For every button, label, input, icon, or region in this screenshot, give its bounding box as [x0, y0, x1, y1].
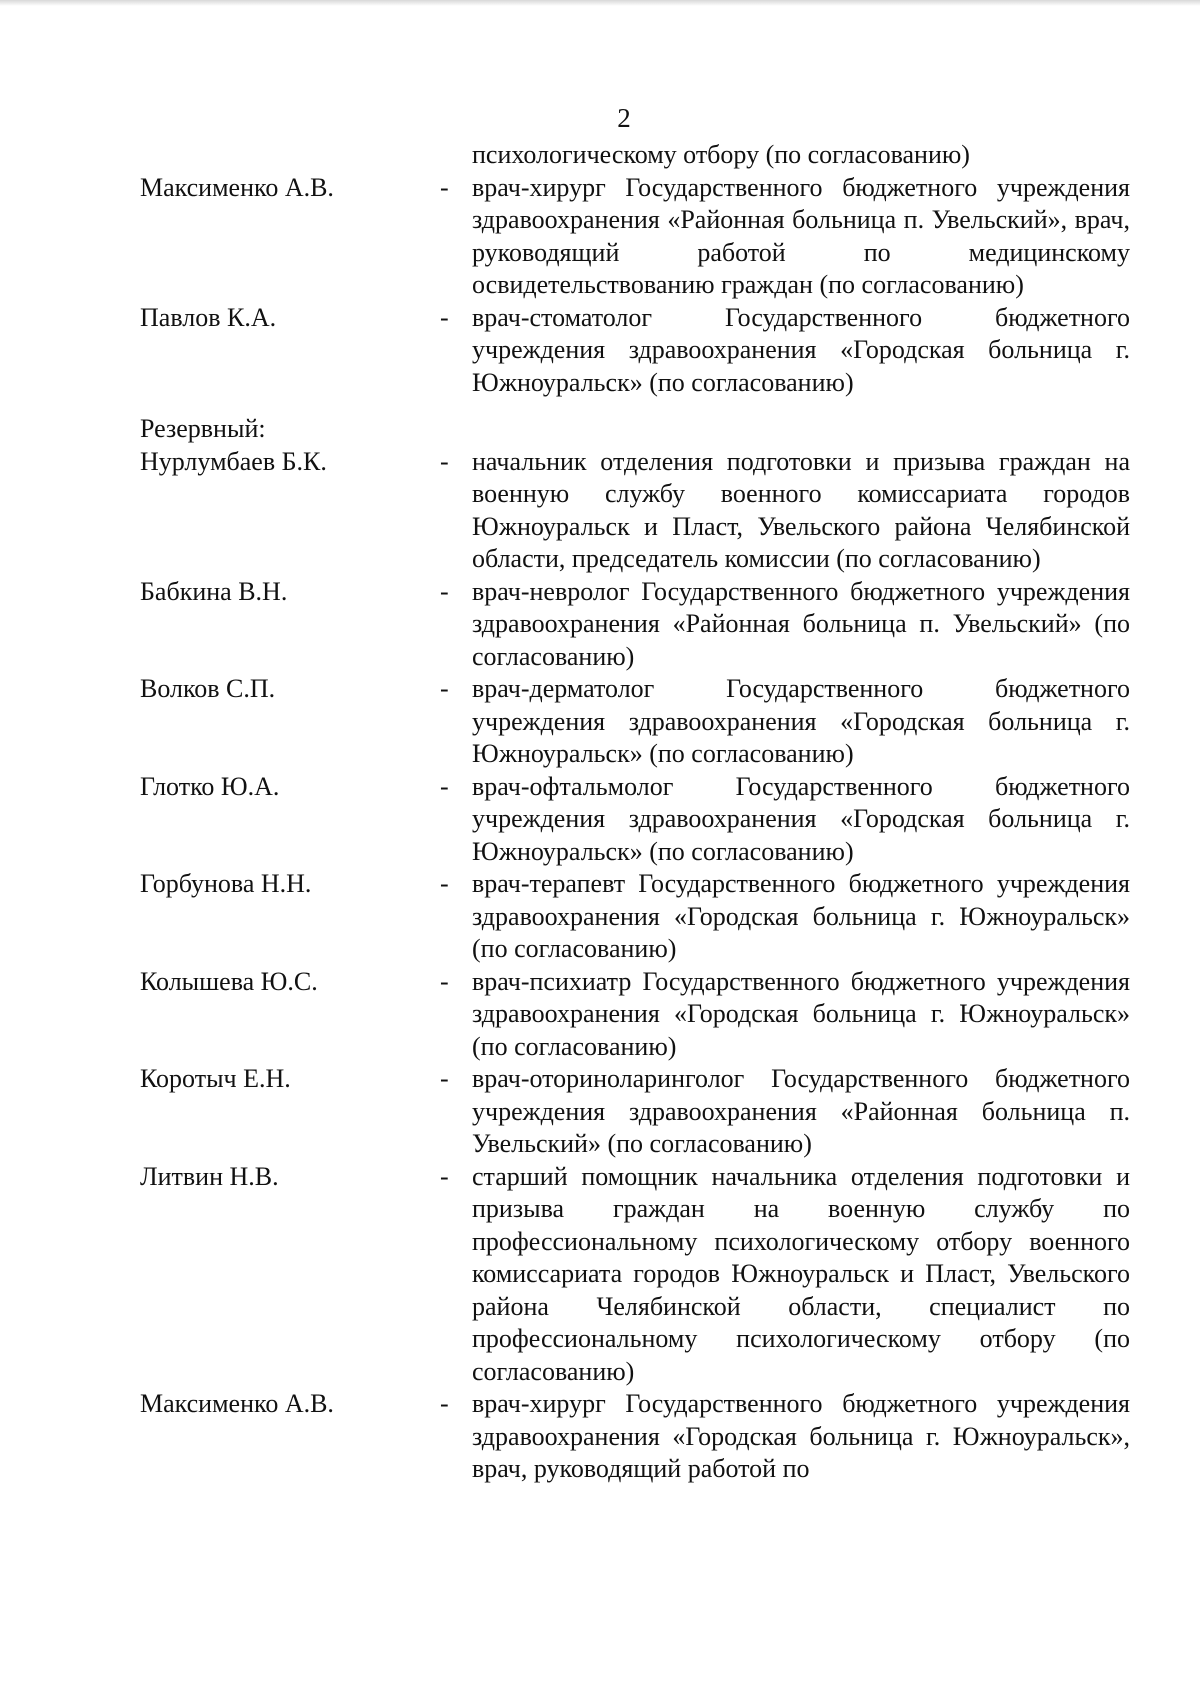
member-name: Колышева Ю.С. — [140, 966, 318, 996]
member-dash: - — [440, 446, 449, 476]
member-name: Глотко Ю.А. — [140, 771, 280, 801]
member-name: Максименко А.В. — [140, 1389, 334, 1418]
reserve-label: Резервный: — [140, 414, 266, 443]
continuation-text: психологическому отбору (по согласованию) — [472, 140, 970, 169]
member-dash: - — [440, 1064, 449, 1093]
member-description: старший помощник начальника отделения подготовки и призыва граждан на военную службу по профессиональному психологическому отбору военного комиссариата городов Южноуральск и Пласт, Увельского района Челябинской области, специалист по профессиональному психологическому отбору (по согласованию) — [472, 1161, 1130, 1386]
member-description: начальник отделения подготовки и призыва граждан на военную службу военного комиссариата городов Южноуральск и Пласт, Увельского района Челябинской области, председатель комиссии (по согласованию) — [472, 446, 1130, 573]
member-dash: - — [440, 172, 449, 202]
reserve-member-entry — [140, 1161, 1130, 1389]
reserve-member-entry — [140, 868, 1130, 966]
member-name: Горбунова Н.Н. — [140, 869, 312, 898]
reserve-member-entry — [140, 1388, 1130, 1486]
member-description: врач-терапевт Государственного бюджетного учреждения здравоохранения «Городская больница г. Южноуральск» (по согласованию) — [472, 869, 1130, 963]
member-dash: - — [440, 1161, 449, 1191]
reserve-member-entry — [140, 446, 1130, 576]
member-description: врач-стоматолог Государственного бюджетного учреждения здравоохранения «Городская больница г. Южноуральск» (по согласованию) — [472, 302, 1130, 397]
member-dash: - — [440, 869, 449, 898]
page-number: 2 — [617, 103, 631, 133]
member-description: врач-психиатр Государственного бюджетного учреждения здравоохранения «Городская больница г. Южноуральск» (по согласованию) — [472, 966, 1130, 1061]
member-name: Волков С.П. — [140, 674, 276, 703]
reserve-member-entry — [140, 673, 1130, 771]
member-description: врач-оториноларинголог Государственного бюджетного учреждения здравоохранения «Районная больница п. Увельский» (по согласованию) — [472, 1064, 1130, 1158]
member-name: Коротыч Е.Н. — [140, 1064, 291, 1093]
member-description: врач-хирург Государственного бюджетного учреждения здравоохранения «Городская больница г. Южноуральск», врач, руководящий работой по — [472, 1389, 1130, 1483]
member-description: врач-хирург Государственного бюджетного учреждения здравоохранения «Районная больница п. Увельский», врач, руководящий работой по медицинскому освидетельствованию граждан (по согласованию) — [472, 172, 1130, 299]
member-dash: - — [440, 1389, 449, 1418]
member-dash: - — [440, 966, 449, 996]
member-name: Нурлумбаев Б.К. — [140, 446, 327, 476]
reserve-member-entry — [140, 1063, 1130, 1161]
member-entry — [140, 172, 1130, 302]
reserve-member-entry — [140, 966, 1130, 1064]
member-dash: - — [440, 674, 449, 703]
member-description: врач-офтальмолог Государственного бюджетного учреждения здравоохранения «Городская больница г. Южноуральск» (по согласованию) — [472, 771, 1130, 866]
member-dash: - — [440, 302, 449, 332]
document-body — [140, 139, 1130, 1486]
reserve-member-entry — [140, 576, 1130, 674]
member-description: врач-невролог Государственного бюджетного учреждения здравоохранения «Районная больница п. Увельский» (по согласованию) — [472, 576, 1130, 671]
member-entry — [140, 302, 1130, 400]
member-name: Максименко А.В. — [140, 172, 334, 202]
member-dash: - — [440, 576, 449, 606]
member-name: Литвин Н.В. — [140, 1161, 279, 1191]
member-dash: - — [440, 771, 449, 801]
reserve-member-entry — [140, 771, 1130, 869]
scan-edge — [0, 0, 1200, 6]
member-name: Бабкина В.Н. — [140, 576, 288, 606]
member-name: Павлов К.А. — [140, 302, 277, 332]
member-description: врач-дерматолог Государственного бюджетного учреждения здравоохранения «Городская больница г. Южноуральск» (по согласованию) — [472, 674, 1130, 768]
